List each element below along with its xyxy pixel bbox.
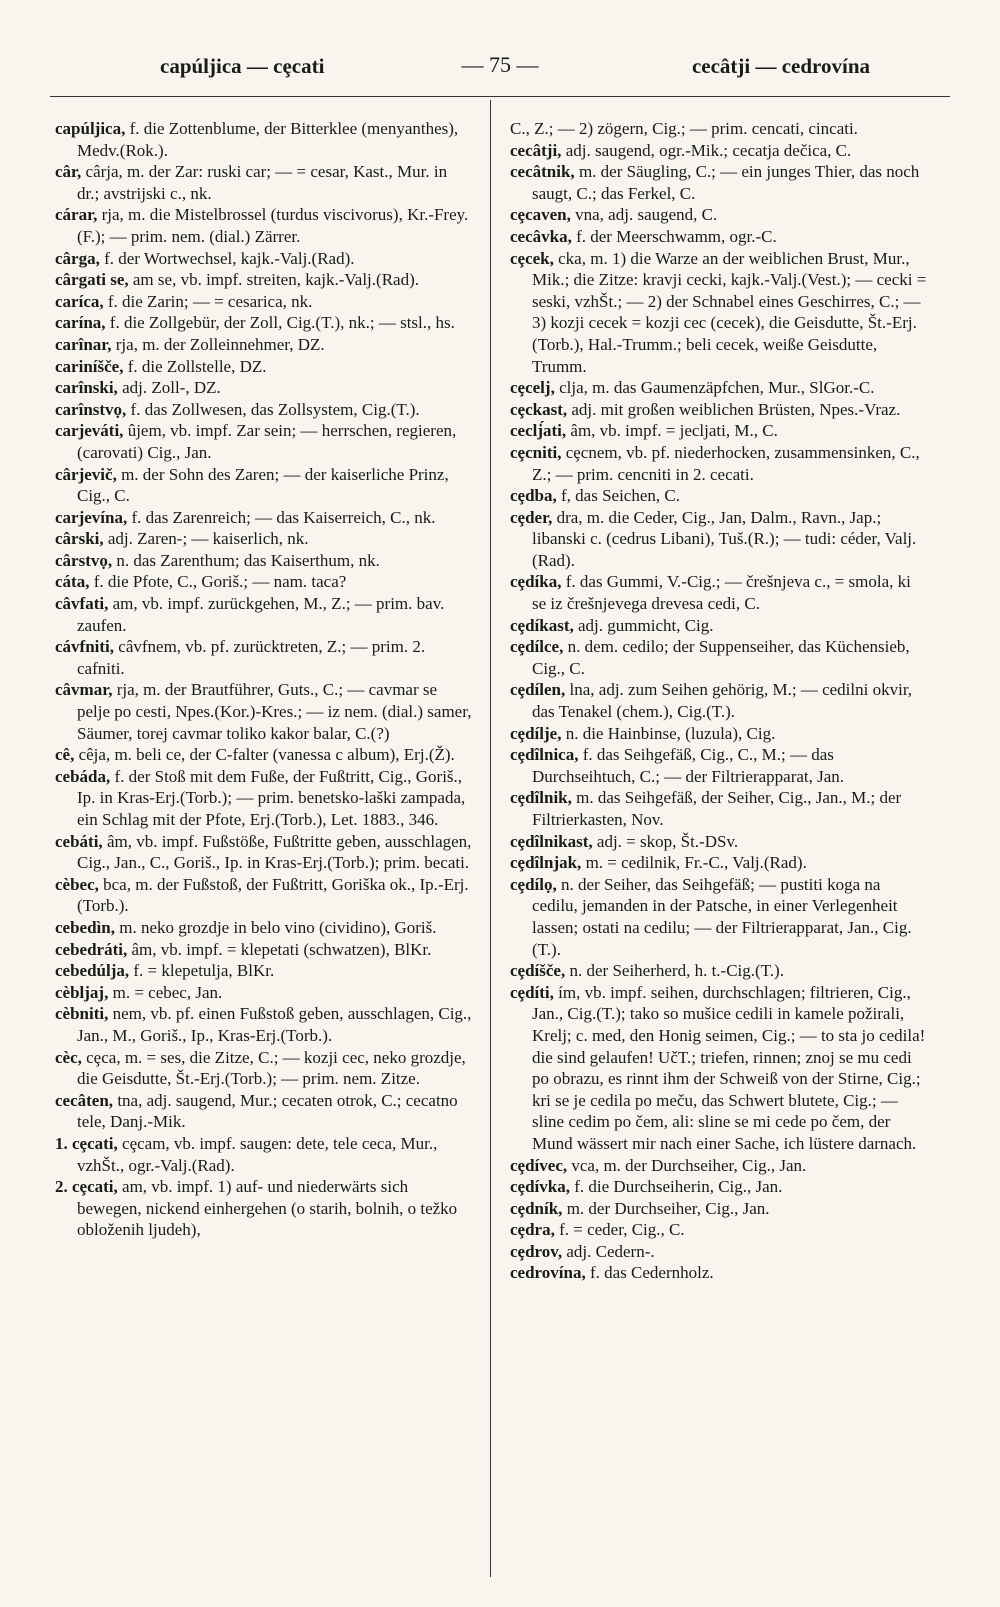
dictionary-entry bbox=[510, 377, 928, 399]
entry-definition: rja, m. die Mistelbrossel (turdus viscivorus), Kr.-Frey.(F.); — prim. nem. (dial.) Zärrer. bbox=[77, 205, 469, 246]
entry-definition: m. der Durchseiher, Cig., Jan. bbox=[566, 1198, 770, 1218]
dictionary-entry bbox=[55, 636, 473, 679]
entry-headword: cèbniti, bbox=[55, 1004, 109, 1024]
dictionary-entry bbox=[510, 831, 928, 853]
dictionary-entry bbox=[510, 1241, 928, 1263]
entry-headword: cȩdíšče, bbox=[510, 961, 566, 981]
entry-headword: câr, bbox=[55, 162, 82, 182]
entry-headword: cȩdník, bbox=[510, 1198, 563, 1218]
header-left-guide: capúljica — cȩcati bbox=[160, 54, 325, 78]
entry-headword: ceclj́ati, bbox=[510, 421, 567, 441]
entry-headword: cȩdîlnik, bbox=[510, 788, 572, 808]
entry-definition: âm, vb. impf. Fußstöße, Fußtritte geben, ausschlagen, Cig., Jan., C., Goriš., Ip. in Kras-Erj.(Torb.); prim. becati. bbox=[77, 831, 472, 873]
dictionary-entry bbox=[510, 1198, 928, 1220]
entry-definition: n. dem. cedilo; der Suppenseiher, das Küchensieb, Cig., C. bbox=[532, 637, 910, 678]
entry-headword: cȩdílen, bbox=[510, 680, 566, 700]
dictionary-entry bbox=[55, 507, 473, 529]
entry-headword: cárar, bbox=[55, 205, 98, 225]
entry-headword: cȩdrov, bbox=[510, 1241, 563, 1261]
entry-headword: cèbec, bbox=[55, 874, 99, 894]
dictionary-entry bbox=[510, 960, 928, 982]
entry-definition: m. = cebec, Jan. bbox=[112, 982, 223, 1002]
dictionary-entry bbox=[510, 723, 928, 745]
entry-definition: cȩcam, vb. impf. saugen: dete, tele ceca, Mur., vzhŠt., ogr.-Valj.(Rad). bbox=[77, 1133, 438, 1175]
dictionary-entry bbox=[510, 1219, 928, 1241]
entry-headword: cecâtji, bbox=[510, 140, 562, 160]
entry-headword: cecâtnik, bbox=[510, 162, 575, 182]
header-right-guide: cecâtji — cedrovína bbox=[691, 54, 870, 78]
entry-headword: cȩdba, bbox=[510, 486, 557, 506]
dictionary-entry bbox=[55, 917, 473, 939]
entry-definition: n. der Seiher, das Seihgefäß; — pustiti koga na cedilu, jemanden in der Patsche, in einer Verlegenheit lassen; ostati na cedilu; — der Filtrierapparat, Jan., Cig.(T.). bbox=[532, 874, 912, 959]
dictionary-entry bbox=[55, 161, 473, 204]
dictionary-entry bbox=[55, 334, 473, 356]
entry-definition: f. die Zarin; — = cesarica, nk. bbox=[107, 291, 313, 311]
entry-definition: tna, adj. saugend, Mur.; cecaten otrok, C.; cecatno tele, Danj.-Mik. bbox=[77, 1090, 458, 1132]
entry-headword: carjevína, bbox=[55, 507, 128, 527]
dictionary-entry bbox=[55, 766, 473, 831]
entry-headword: cecâvka, bbox=[510, 226, 572, 246]
dictionary-entry bbox=[510, 636, 928, 679]
column-divider bbox=[490, 100, 491, 1577]
entry-definition: dra, m. die Ceder, Cig., Jan, Dalm., Ravn., Jap.; libanski c. (cedrus Libani), Tuš.(R.); — tudi: céder, Valj.(Rad). bbox=[532, 507, 917, 570]
entry-headword: cȩdíkast, bbox=[510, 615, 574, 635]
dictionary-entry bbox=[510, 248, 928, 378]
dictionary-entry bbox=[55, 982, 473, 1004]
entry-headword: cebedráti, bbox=[55, 939, 128, 959]
dictionary-entry bbox=[55, 528, 473, 550]
entry-definition: cka, m. 1) die Warze an der weiblichen Brust, Mur., Mik.; die Zitze: kravji cecki, kajk.-Valj.(Vest.); — cecki = seski, vzhŠt.; — 2) der Schnabel eines Geschirres, C.; — 3) kozji cecek = kozji cec (cecek), die Geisdutte, Št.-Erj.(Torb.), Hal.-Trumm.; beli cecek, weiße Geisdutte, Trumm. bbox=[532, 248, 927, 376]
dictionary-entry bbox=[55, 960, 473, 982]
entry-definition: ûjem, vb. impf. Zar sein; — herrschen, regieren, (carovati) Cig., Jan. bbox=[77, 421, 457, 462]
entry-definition: f. = klepetulja, BlKr. bbox=[133, 961, 275, 981]
entry-definition: rja, m. der Zolleinnehmer, DZ. bbox=[115, 334, 325, 354]
entry-headword: cârski, bbox=[55, 529, 104, 549]
dictionary-entry bbox=[510, 982, 928, 1155]
dictionary-entry bbox=[55, 679, 473, 744]
entry-definition: f. die Pfote, C., Goriš.; — nam. taca? bbox=[93, 572, 347, 592]
dictionary-entry bbox=[55, 1133, 473, 1176]
dictionary-entry bbox=[510, 1262, 928, 1284]
dictionary-entry bbox=[510, 679, 928, 722]
entry-definition: clja, m. das Gaumenzäpfchen, Mur., SlGor.-C. bbox=[559, 378, 875, 398]
dictionary-entry bbox=[510, 485, 928, 507]
dictionary-entry bbox=[510, 507, 928, 572]
entry-definition: f. der Meerschwamm, ogr.-C. bbox=[576, 226, 777, 246]
entry-definition: m. neko grozdje in belo vino (cividino), Goriš. bbox=[119, 917, 437, 937]
entry-definition: f. der Stoß mit dem Fuße, der Fußtritt, Cig., Goriš., Ip. in Kras-Erj.(Torb.); — prim. benetsko-laški zampada, ein Schlag mit der Pfote, Erj.(Torb.), Let. 1883., 346. bbox=[77, 766, 466, 829]
entry-headword: capúljica, bbox=[55, 119, 126, 138]
entry-definition: âm, vb. impf. = klepetati (schwatzen), BlKr. bbox=[131, 939, 432, 959]
entry-headword: cávfniti, bbox=[55, 637, 115, 657]
entry-definition: adj. Cedern-. bbox=[566, 1241, 655, 1261]
entry-headword: cedrovína, bbox=[510, 1263, 586, 1283]
dictionary-entry bbox=[510, 140, 928, 162]
entry-headword: cȩdíka, bbox=[510, 572, 562, 592]
entry-headword: cȩcaven, bbox=[510, 205, 571, 225]
dictionary-entry bbox=[510, 744, 928, 787]
dictionary-entry bbox=[55, 1176, 473, 1241]
entry-definition: adj. Zoll-, DZ. bbox=[122, 378, 221, 398]
entry-headword: câvmar, bbox=[55, 680, 113, 700]
entry-headword: cȩcelj, bbox=[510, 378, 555, 398]
entry-headword: cȩdíti, bbox=[510, 982, 554, 1002]
entry-definition: vna, adj. saugend, C. bbox=[575, 205, 718, 225]
dictionary-entry bbox=[510, 161, 928, 204]
dictionary-entry bbox=[510, 420, 928, 442]
entry-definition: f. der Wortwechsel, kajk.-Valj.(Rad). bbox=[104, 248, 355, 268]
entry-definition: ím, vb. impf. seihen, durchschlagen; filtrieren, Cig., Jan., Cig.(T.); tako so mušice cedili in kamele požirali, Krelj; c. med, den Honig seimen, Cig.; — to sta jo cedila! die sind gelaufen! UčT.; triefen, rinnen; znoj se mu cedi po obrazu, es rinnt ihm der Schweiß von der Stirne, Cig.; kri se je cedila po meču, das Schwert blutete, Cig.; — sline cedim po čem, ali: sline se mi cede po čem, der Mund wässert mir nach einer Sache, ich lüstere darnach. bbox=[532, 982, 926, 1153]
dictionary-entry bbox=[510, 399, 928, 421]
dictionary-entry bbox=[510, 442, 928, 485]
right-column bbox=[510, 118, 928, 1284]
entry-definition: f. das Zarenreich; — das Kaiserreich, C., nk. bbox=[131, 507, 436, 527]
entry-definition: cȩca, m. = ses, die Zitze, C.; — kozji cec, neko grozdje, die Geisdutte, Št.-Erj.(Torb.); — prim. nem. Zitze. bbox=[77, 1047, 466, 1089]
entry-definition: f. das Gummi, V.-Cig.; — črešnjeva c., = smola, ki se iz črešnjevega drevesa cedi, C. bbox=[532, 572, 911, 614]
dictionary-entry bbox=[55, 874, 473, 917]
entry-headword: cȩdîlnikast, bbox=[510, 831, 593, 851]
entry-headword: 2. cȩcati, bbox=[55, 1177, 118, 1197]
entry-definition: vca, m. der Durchseiher, Cig., Jan. bbox=[571, 1155, 807, 1175]
entry-headword: caríca, bbox=[55, 291, 104, 311]
entry-definition: cêja, m. beli ce, der C-falter (vanessa c album), Erj.(Ž). bbox=[78, 745, 455, 765]
dictionary-entry bbox=[55, 831, 473, 874]
dictionary-entry bbox=[55, 744, 473, 766]
entry-definition: C., Z.; — 2) zögern, Cig.; — prim. cencati, cincati. bbox=[510, 119, 858, 138]
dictionary-entry bbox=[55, 550, 473, 572]
dictionary-entry bbox=[510, 118, 928, 140]
dictionary-entry bbox=[55, 399, 473, 421]
entry-headword: cârgati se, bbox=[55, 270, 129, 290]
dictionary-entry bbox=[55, 269, 473, 291]
header-rule bbox=[50, 96, 950, 97]
entry-headword: cariníšče, bbox=[55, 356, 124, 376]
entry-headword: cȩdra, bbox=[510, 1220, 555, 1240]
entry-headword: câvfati, bbox=[55, 594, 109, 614]
entry-headword: carînar, bbox=[55, 334, 112, 354]
entry-definition: am, vb. impf. 1) auf- und niederwärts sich bewegen, nickend einhergehen (o starih, bolnih, o težko obloženih ljudeh), bbox=[77, 1177, 458, 1240]
page-number: — 75 — bbox=[461, 52, 539, 77]
entry-definition: f. das Zollwesen, das Zollsystem, Cig.(T.). bbox=[130, 399, 420, 419]
entry-headword: cebáda, bbox=[55, 766, 111, 786]
entry-definition: f. = ceder, Cig., C. bbox=[559, 1220, 685, 1240]
dictionary-entry bbox=[55, 291, 473, 313]
entry-definition: f. das Cedernholz. bbox=[589, 1263, 714, 1283]
dictionary-entry bbox=[510, 1155, 928, 1177]
entry-definition: adj. mit großen weiblichen Brüsten, Npes.-Vraz. bbox=[571, 399, 901, 419]
dictionary-entry bbox=[510, 615, 928, 637]
dictionary-entry bbox=[510, 874, 928, 960]
dictionary-entry bbox=[510, 204, 928, 226]
entry-headword: cȩcek, bbox=[510, 248, 554, 268]
dictionary-entry bbox=[510, 1176, 928, 1198]
entry-definition: câvfnem, vb. pf. zurücktreten, Z.; — prim. 2. cafniti. bbox=[77, 637, 426, 678]
entry-headword: carína, bbox=[55, 313, 106, 333]
entry-definition: n. das Zarenthum; das Kaiserthum, nk. bbox=[116, 550, 380, 570]
dictionary-entry bbox=[55, 377, 473, 399]
entry-headword: cȩdílọ, bbox=[510, 874, 557, 894]
entry-definition: lna, adj. zum Seihen gehörig, M.; — cedilni okvir, das Tenakel (chem.), Cig.(T.). bbox=[532, 680, 913, 722]
dictionary-entry bbox=[55, 571, 473, 593]
entry-headword: cȩder, bbox=[510, 507, 553, 527]
dictionary-entry bbox=[55, 1003, 473, 1046]
entry-headword: 1. cȩcati, bbox=[55, 1133, 118, 1153]
entry-headword: cèbljaj, bbox=[55, 982, 109, 1002]
entry-definition: m. = cedilnik, Fr.-C., Valj.(Rad). bbox=[585, 853, 807, 873]
entry-definition: adj. saugend, ogr.-Mik.; cecatja dečica, C. bbox=[565, 140, 852, 160]
dictionary-entry bbox=[55, 248, 473, 270]
entry-headword: cȩdîlnjak, bbox=[510, 853, 582, 873]
entry-definition: adj. Zaren-; — kaiserlich, nk. bbox=[107, 529, 309, 549]
dictionary-entry bbox=[55, 204, 473, 247]
entry-headword: cebedúlja, bbox=[55, 961, 130, 981]
entry-definition: m. das Seihgefäß, der Seiher, Cig., Jan., M.; der Filtrierkasten, Nov. bbox=[532, 788, 902, 829]
entry-headword: cârga, bbox=[55, 248, 100, 268]
entry-headword: cebáti, bbox=[55, 831, 103, 851]
entry-headword: cârjevič, bbox=[55, 464, 117, 484]
entry-headword: cȩdílje, bbox=[510, 723, 562, 743]
dictionary-entry bbox=[55, 464, 473, 507]
entry-headword: cȩckast, bbox=[510, 399, 568, 419]
entry-headword: carjeváti, bbox=[55, 421, 124, 441]
entry-definition: f. die Zollstelle, DZ. bbox=[127, 356, 267, 376]
dictionary-entry bbox=[55, 312, 473, 334]
entry-definition: nem, vb. pf. einen Fußstoß geben, ausschlagen, Cig., Jan., M., Goriš., Ip., Kras-Erj.(Torb.). bbox=[77, 1004, 472, 1045]
entry-definition: m. der Sohn des Zaren; — der kaiserliche Prinz, Cig., C. bbox=[77, 464, 449, 506]
dictionary-entry bbox=[55, 356, 473, 378]
entry-definition: cârja, m. der Zar: ruski car; — = cesar, Kast., Mur. in dr.; avstrijski c., nk. bbox=[77, 162, 448, 203]
entry-definition: f. die Durchseiherin, Cig., Jan. bbox=[574, 1177, 783, 1197]
dictionary-entry bbox=[510, 226, 928, 248]
entry-headword: cȩdívka, bbox=[510, 1177, 570, 1197]
entry-headword: cèc, bbox=[55, 1047, 82, 1067]
entry-headword: cȩdívec, bbox=[510, 1155, 568, 1175]
entry-headword: cȩdîlnica, bbox=[510, 745, 579, 765]
entry-definition: am, vb. impf. zurückgehen, M., Z.; — prim. bav. zaufen. bbox=[77, 594, 445, 635]
entry-definition: n. die Hainbinse, (luzula), Cig. bbox=[565, 723, 776, 743]
dictionary-entry bbox=[55, 118, 473, 161]
entry-headword: cârstvọ, bbox=[55, 550, 113, 570]
dictionary-entry bbox=[55, 939, 473, 961]
left-column bbox=[55, 118, 473, 1241]
dictionary-entry bbox=[55, 1090, 473, 1133]
entry-definition: rja, m. der Brautführer, Guts., C.; — cavmar se pelje po cesti, Npes.(Kor.)-Kres.; — iz nem. (dial.) samer, Säumer, torej cavmar toliko kakor balar, C.(?) bbox=[77, 680, 472, 743]
dictionary-entry bbox=[510, 852, 928, 874]
entry-definition: adj. gummicht, Cig. bbox=[578, 615, 714, 635]
dictionary-entry bbox=[510, 787, 928, 830]
entry-headword: carînski, bbox=[55, 378, 118, 398]
entry-definition: bca, m. der Fußstoß, der Fußtritt, Goriška ok., Ip.-Erj.(Torb.). bbox=[77, 874, 469, 916]
entry-headword: cȩdílce, bbox=[510, 637, 564, 657]
entry-definition: f. das Seihgefäß, Cig., C., M.; — das Durchseihtuch, C.; — der Filtrierapparat, Jan. bbox=[532, 745, 845, 786]
entry-definition: m. der Säugling, C.; — ein junges Thier, das noch saugt, C.; das Ferkel, C. bbox=[532, 162, 920, 203]
dictionary-entry bbox=[510, 571, 928, 614]
dictionary-entry bbox=[55, 420, 473, 463]
running-header bbox=[50, 40, 950, 80]
dictionary-entry bbox=[55, 593, 473, 636]
entry-definition: cȩcnem, vb. pf. niederhocken, zusammensinken, C., Z.; — prim. cencniti in 2. cecati. bbox=[532, 442, 920, 484]
entry-definition: f, das Seichen, C. bbox=[561, 486, 680, 506]
entry-definition: n. der Seiherherd, h. t.-Cig.(T.). bbox=[569, 961, 784, 981]
dictionary-entry bbox=[55, 1047, 473, 1090]
entry-definition: am se, vb. impf. streiten, kajk.-Valj.(Rad). bbox=[132, 270, 419, 290]
entry-headword: cȩcniti, bbox=[510, 442, 562, 462]
entry-headword: carînstvọ, bbox=[55, 399, 127, 419]
entry-definition: âm, vb. impf. = jecljati, M., C. bbox=[570, 421, 778, 441]
entry-definition: f. die Zollgebür, der Zoll, Cig.(T.), nk.; — stsl., hs. bbox=[109, 313, 455, 333]
entry-headword: cecâten, bbox=[55, 1090, 114, 1110]
entry-headword: cáta, bbox=[55, 572, 90, 592]
entry-headword: cebedìn, bbox=[55, 917, 115, 937]
entry-definition: adj. = skop, Št.-DSv. bbox=[596, 831, 739, 851]
entry-definition: f. die Zottenblume, der Bitterklee (menyanthes), Medv.(Rok.). bbox=[77, 119, 459, 160]
entry-headword: cê, bbox=[55, 745, 75, 765]
